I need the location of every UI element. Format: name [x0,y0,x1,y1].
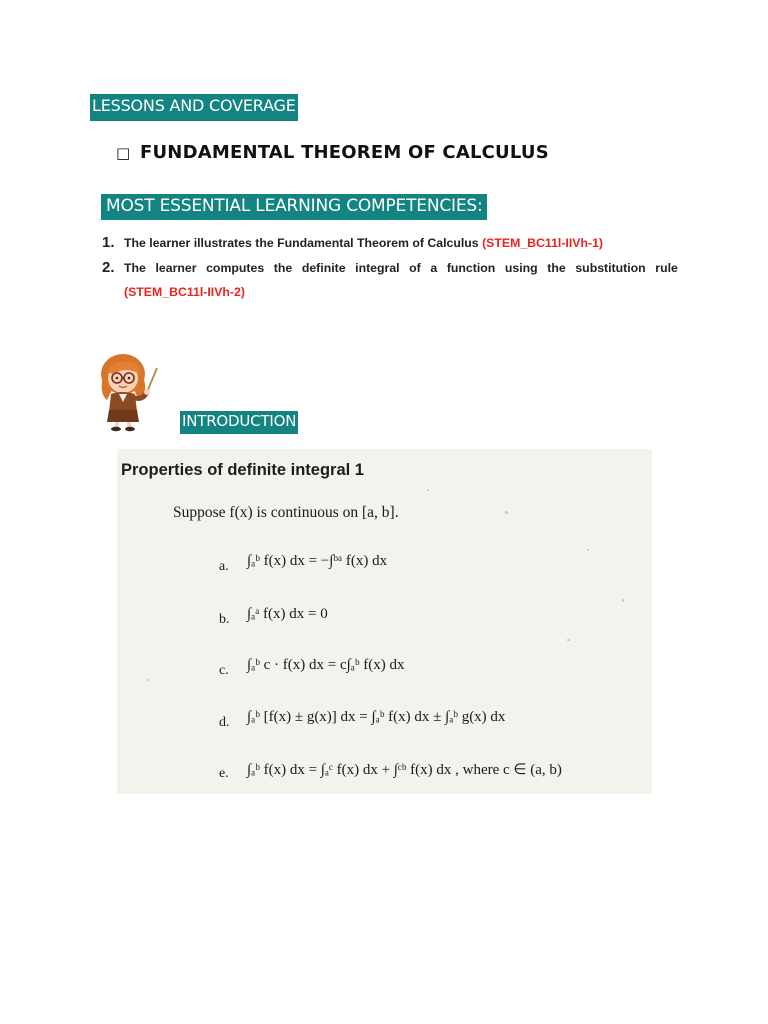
topic-title-text: FUNDAMENTAL THEOREM OF CALCULUS [140,142,549,163]
competency-word: function [446,261,496,275]
section-label-melc: MOST ESSENTIAL LEARNING COMPETENCIES: [101,194,487,220]
competency-code: (STEM_BC11l-IIVh-1) [482,236,604,250]
competency-word: integral [355,261,400,275]
property-formula: ∫ₐᵃ f(x) dx = 0 [247,606,328,622]
competency-word: computes [206,261,265,275]
competency-number: 1. [102,234,115,251]
property-formula: ∫ₐᵇ f(x) dx = −∫ᵇᵃ f(x) dx [247,553,388,569]
property-label: e. [219,766,229,781]
competency-word: learner [155,261,197,275]
scan-title: Properties of definite integral 1 [121,461,364,479]
property-label: c. [219,663,229,678]
competency-text [124,256,678,280]
property-formula: ∫ₐᵇ c · f(x) dx = c∫ₐᵇ f(x) dx [247,657,405,673]
property-label: a. [219,559,229,574]
section-label-lessons: LESSONS AND COVERAGE [90,94,298,121]
teacher-illustration [93,348,163,432]
competency-word: definite [301,261,346,275]
competency-number: 2. [102,259,115,276]
competency-word: a [430,261,438,275]
competency-word: rule [655,261,678,275]
competency-code: (STEM_BC11l-IIVh-2) [124,285,245,299]
competency-item [102,256,678,304]
property-label: b. [219,612,230,627]
competency-word: the [547,261,566,275]
section-label-introduction: INTRODUCTION [180,411,298,434]
topic-title [116,142,549,170]
competency-word: of [409,261,421,275]
competency-word: substitution [575,261,646,275]
property-formula: ∫ₐᵇ [f(x) ± g(x)] dx = ∫ₐᵇ f(x) dx ± ∫ₐᵇ g(x) dx [247,709,506,725]
competency-word: using [504,261,538,275]
scan-premise: Suppose f(x) is continuous on [a, b]. [173,504,399,521]
property-label: d. [219,715,230,730]
competency-word: The [124,261,146,275]
competency-text: The learner illustrates the Fundamental Theorem of Calculus [124,236,479,250]
checkbox-bullet-icon: □ [116,144,131,162]
competency-item [102,231,678,255]
property-formula: ∫ₐᵇ f(x) dx = ∫ₐᶜ f(x) dx + ∫ᶜᵇ f(x) dx , where c ∈ (a, b) [247,762,562,778]
definite-integral-properties-image [117,449,652,794]
competency-word: the [273,261,293,275]
